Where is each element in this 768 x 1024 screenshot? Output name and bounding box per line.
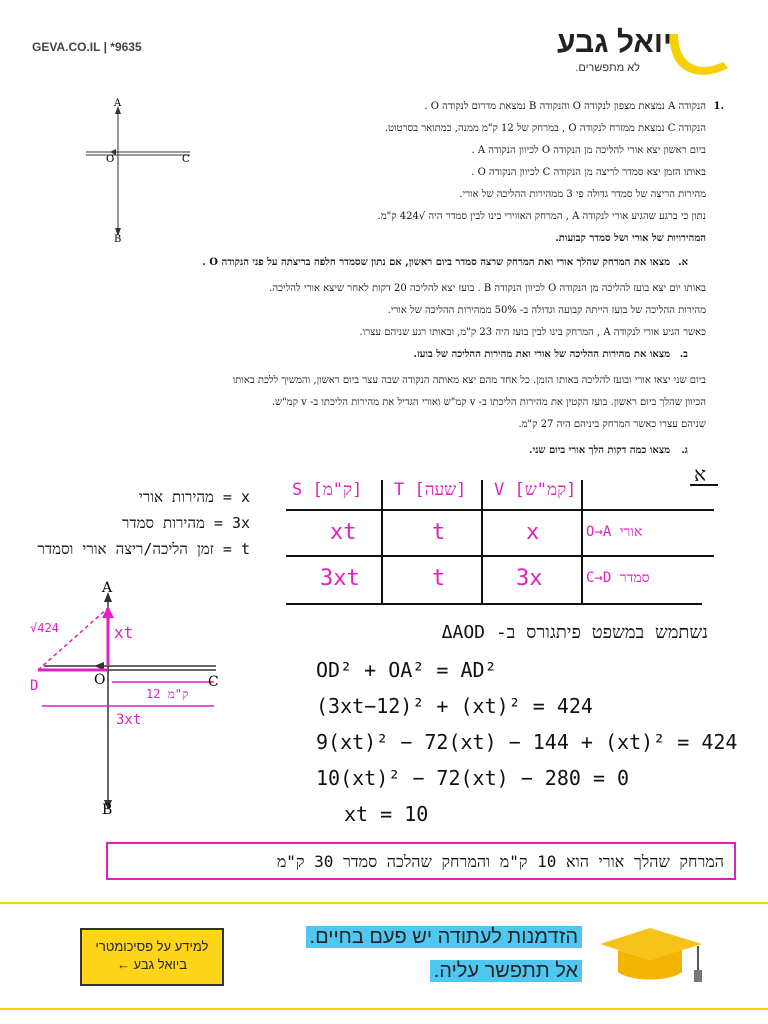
table-header-t: T [שעה] — [394, 480, 467, 500]
mid-line: באותו יום יצא בועז להליכה מן הנקודה O לכיוון הנקודה B . בועז יצא להליכה 20 דקות לאחר שיצא אורי להליכה. — [269, 283, 706, 294]
definition-3x: 3x = מהירות סמדר — [122, 514, 250, 532]
intro-line: נתון כי ברגע שהגיע אורי לנקודה A , המרחק האווירי בינו לבין סמדר היה √424 ק"מ. — [377, 211, 706, 222]
pythagoras-note: נשתמש במשפט פיתגורס ב- ΔAOD — [441, 622, 708, 643]
part-a-label: א. — [678, 257, 688, 268]
part-a-text: מצאו את המרחק שהלך אורי ואת המרחק שרצה סמדר ביום ראשון, אם נתון שסמדר חלפה בריצתה על פני הנקודה O . — [202, 257, 670, 268]
definition-t: t = זמן הליכה/ריצה אורי וסמדר — [37, 540, 250, 558]
table-row-label: סמדר C→D — [586, 570, 650, 586]
solution-diagram — [24, 580, 244, 816]
table-cell-s: 3xt — [320, 566, 360, 591]
mid-line: כאשר הגיע אורי לנקודה A , המרחק בינו לבין בועז היה 23 ק"מ, ובאותו רגע שניהם עצרו. — [359, 327, 706, 338]
hypotenuse-label: √424 — [30, 621, 59, 635]
graduation-cap-icon — [590, 920, 710, 990]
equation-list — [316, 652, 737, 832]
cta-line: למידע על פסיכומטרי — [95, 939, 209, 954]
intro-line: הנקודה A נמצאת מצפון לנקודה O והנקודה B נמצאת מדרום לנקודה O . — [424, 101, 706, 112]
end-line: ביום שני יצאו אורי ובועז להליכה באותו הזמן. כל אחד מהם יצא מאותה הנקודה שבה עצר ביום ראשון, והמשיך ללכת באותו — [232, 375, 706, 386]
psychometric-info-button[interactable] — [80, 928, 224, 986]
promo-line: אל תתפשר עליה. — [370, 960, 582, 990]
intro-line: באותו הזמן יצא סמדר לריצה מן הנקודה C לכיוון הנקודה O . — [471, 167, 706, 178]
promo-line: הזדמנות לעתודה יש פעם בחיים. — [262, 926, 582, 958]
phone-number: *9635 — [110, 40, 142, 54]
solution-label-c: C — [208, 674, 219, 690]
question-intro — [378, 100, 706, 246]
diagram-label-a: A — [114, 98, 122, 109]
table-header-s: S [ק"מ] — [292, 480, 363, 500]
solution-label-a: A — [102, 580, 113, 596]
cta-line: ביואל גבע ← — [116, 957, 188, 972]
end-line: הכיוון שהלך ביום ראשון. בועז הקטין את מהירות הליכתו ב- v קמ"ש ואורי הגדיל את מהירות הליכתו ב- v קמ"ש. — [271, 397, 706, 408]
intro-line: הנקודה C נמצאת ממזרח לנקודה O , במרחק של 12 ק"מ ממנה, כמתואר בסרטוט. — [384, 123, 706, 134]
solution-label-d: D — [30, 678, 39, 694]
diagram-label-o: O — [106, 154, 115, 165]
part-b-label: ב. — [679, 349, 688, 360]
solution-label-b: B — [102, 802, 113, 816]
part-c-text: מצאו כמה דקות הלך אורי ביום שני. — [529, 445, 670, 456]
equation-line: 10(xt)² − 72(xt) − 280 = 0 — [316, 766, 630, 790]
equation-line: xt = 10 — [344, 802, 429, 826]
answer-box — [106, 842, 736, 880]
intro-line: ביום ראשון יצא אורי להליכה מן הנקודה O לכיוון הנקודה A . — [471, 145, 706, 156]
intro-line: המהירויות של אורי ושל סמדר קבועות. — [555, 233, 706, 244]
table-cell-t: t — [432, 520, 446, 545]
question-mid — [269, 282, 706, 340]
dc-label: 3xt — [116, 712, 142, 728]
logo-title: יואל גבע — [557, 26, 672, 59]
solution-part-label: א — [694, 462, 707, 486]
mid-line: מהירות ההליכה של בועז הייתה קבועה וגדולה ב- 50% ממהירות ההליכה של אורי. — [387, 305, 706, 316]
solution-definitions — [38, 484, 250, 562]
answer-text: המרחק שהלך אורי הוא 10 ק"מ והמרחק שהלכה סמדר 30 ק"מ — [276, 852, 724, 871]
part-c-label: ג. — [681, 445, 688, 456]
diagram-label-c: C — [182, 154, 190, 165]
table-cell-t: t — [432, 566, 446, 591]
table-header-v: V [קמ"ש] — [494, 480, 577, 500]
logo-subtitle: לא מתפשרים. — [575, 62, 640, 74]
question-number: .1 — [713, 101, 724, 112]
part-b-text: מצאו את מהירות ההליכה של אורי ואת מהירות ההליכה של בועז. — [413, 349, 670, 360]
intro-line: מהירות הריצה של סמדר גדולה פי 3 ממהירות ההליכה של אורי. — [459, 189, 706, 200]
solution-label-o: O — [94, 672, 106, 688]
table-cell-s: xt — [330, 520, 357, 545]
equation-line: 9(xt)² − 72(xt) − 144 + (xt)² = 424 — [316, 730, 738, 754]
end-line: שניהם עצרו כאשר המרחק ביניהם היה 27 ק"מ. — [518, 419, 706, 430]
question-diagram — [80, 96, 200, 244]
oc-label: 12 ק"מ — [146, 687, 189, 701]
header-contact: GEVA.CO.IL | *9635 — [32, 40, 142, 54]
question-end — [233, 374, 706, 432]
equation-line: (3xt−12)² + (xt)² = 424 — [316, 694, 593, 718]
table-cell-v: x — [526, 520, 540, 545]
vertical-label: xt — [114, 623, 134, 642]
table-cell-v: 3x — [516, 566, 543, 591]
table-row-label: אורי O→A — [586, 524, 643, 540]
site-link[interactable]: GEVA.CO.IL — [32, 40, 101, 54]
diagram-label-b: B — [114, 234, 122, 244]
definition-x: x = מהירות אורי — [138, 488, 250, 506]
equation-line: OD² + OA² = AD² — [316, 658, 497, 682]
